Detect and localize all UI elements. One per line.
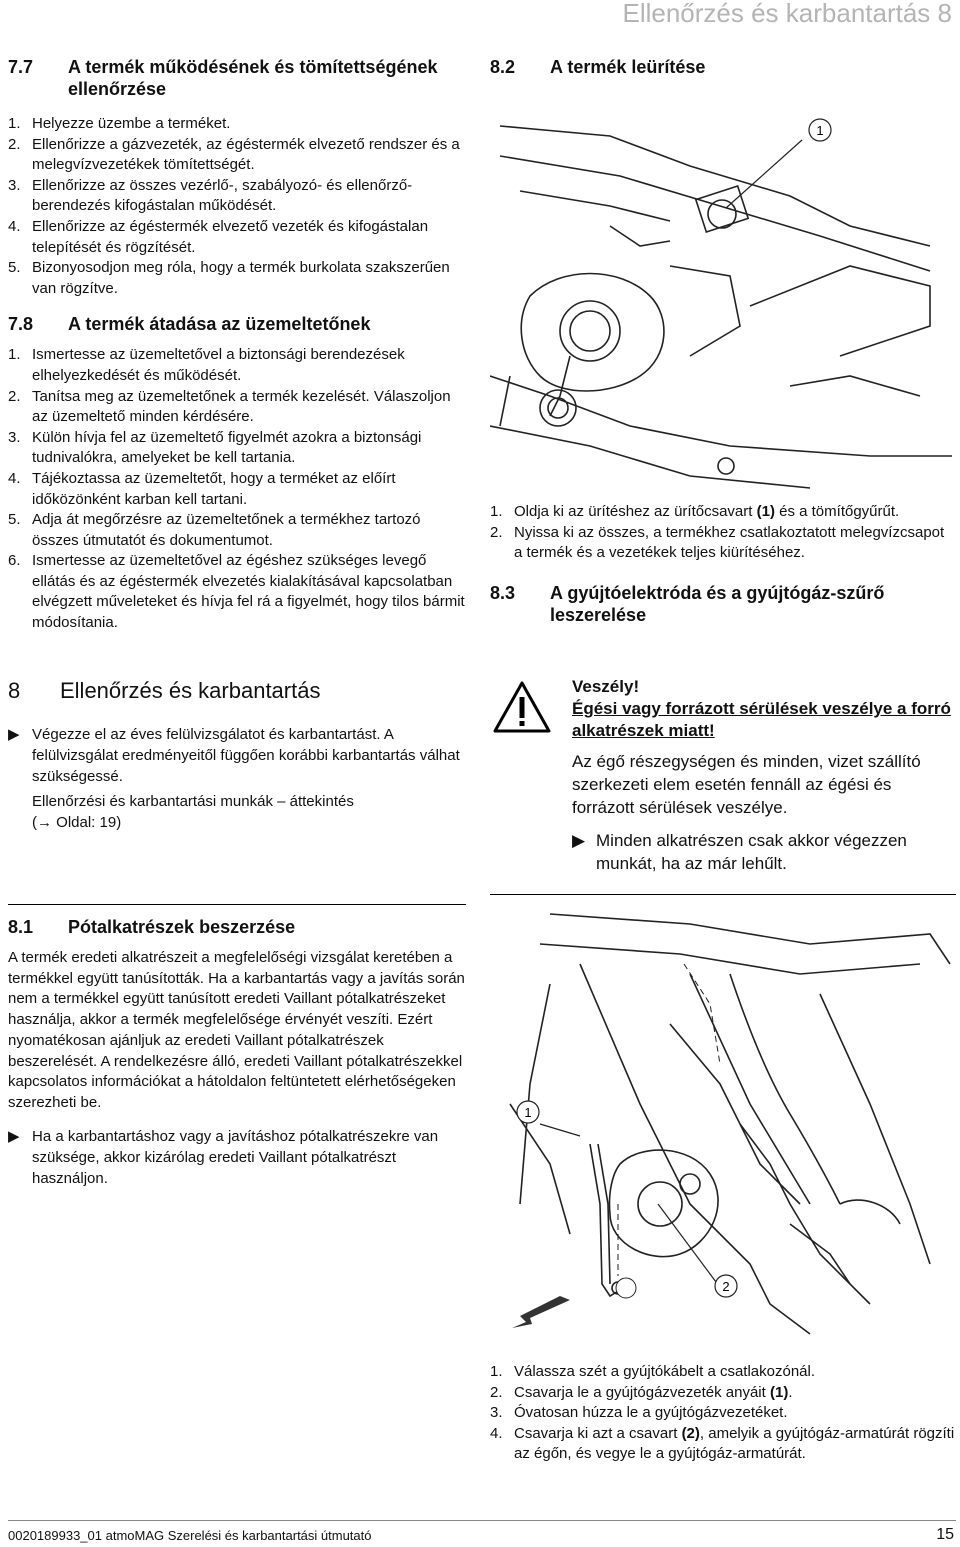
footer-document-title: 0020189933_01 atmoMAG Szerelési és karbantartási útmutató	[8, 1528, 372, 1543]
item-text: Ellenőrizze az égéstermék elvezető vezeték és kifogástalan telepítését és rögzítését.	[32, 217, 429, 256]
item-text: Ellenőrizze az összes vezérlő-, szabályozó- és ellenőrző-berendezés kifogástalan működését.	[32, 176, 413, 215]
bullet-text: Végezze el az éves felülvizsgálatot és karbantartást. A felülvizsgálat eredményeitől függően korábbi karbantartás válhat szükségessé.	[32, 725, 460, 785]
callout-label: 1	[816, 123, 824, 138]
checklist-7-7	[8, 114, 466, 299]
list-item	[8, 551, 466, 633]
warning-triangle-icon	[492, 680, 552, 734]
section-divider	[490, 894, 956, 895]
heading-text: Pótalkatrészek beszerzése	[68, 917, 296, 937]
item-text: Tájékoztassa az üzemeltetőt, hogy a terméket az előírt időközönként karban kell tartani.	[32, 469, 396, 508]
bullet-text: Minden alkatrészen csak akkor végezzen munkát, ha az már lehűlt.	[596, 831, 907, 873]
item-number: 3.	[8, 176, 21, 194]
page-number: 15	[936, 1526, 954, 1543]
heading-number: 7.8	[8, 314, 34, 335]
callout-label: 2	[722, 1279, 730, 1294]
list-item	[8, 387, 466, 428]
item-reference: (1)	[756, 503, 775, 520]
section-divider	[8, 904, 466, 905]
item-number: 2.	[8, 135, 21, 153]
callout-label: 1	[524, 1105, 532, 1120]
item-number: 1.	[8, 346, 21, 364]
heading-8	[8, 678, 466, 704]
drain-screw-figure	[490, 96, 952, 492]
list-item	[8, 258, 466, 299]
item-text: Ismertesse az üzemeltetővel a biztonsági berendezések elhelyezkedését és működését.	[32, 346, 405, 384]
checklist-8-2	[490, 502, 956, 564]
footer-rule	[8, 1520, 956, 1521]
list-item	[8, 114, 466, 135]
list-item	[8, 510, 466, 551]
list-item	[8, 469, 466, 510]
warning-text: Az égő részegységen és minden, vizet szállító szerkezeti elem esetén fennáll az égési és forrázott sérülések veszélye.	[572, 752, 921, 817]
item-text: Helyezze üzembe a terméket.	[32, 115, 231, 132]
heading-8-2	[490, 56, 952, 78]
heading-text: A termék leürítése	[550, 57, 706, 77]
item-text: Óvatosan húzza le a gyújtógázvezetéket.	[514, 1404, 788, 1422]
item-number: 5.	[8, 511, 21, 529]
left-column	[8, 56, 466, 833]
list-item	[490, 1424, 956, 1465]
warning-bullet	[572, 829, 952, 875]
warning-title: Égési vagy forrázott sérülések veszélye a forró alkatrészek miatt!	[572, 699, 951, 740]
warning-label: Veszély!	[572, 677, 640, 696]
item-text: Csavarja le a gyújtógázvezeték anyáit (1).	[514, 1383, 793, 1401]
list-item	[490, 523, 956, 564]
list-item	[490, 502, 956, 523]
bullet-text: Ha a karbantartáshoz vagy a javításhoz pótalkatrészekre van szüksége, akkor kizárólag eredeti Vaillant pótalkatrészt használjon.	[32, 1127, 439, 1187]
item-number: 4.	[8, 469, 21, 487]
list-item	[8, 217, 466, 258]
checklist-7-8	[8, 345, 466, 633]
checklist-8-3	[490, 1362, 956, 1465]
item-number: 2.	[8, 387, 21, 405]
heading-7-7	[8, 56, 466, 100]
item-number: 1.	[490, 503, 503, 520]
item-text: Bizonyosodjon meg róla, hogy a termék burkolata szakszerűen van rögzítve.	[32, 259, 450, 297]
page-link[interactable]: (→ Oldal: 19)	[32, 813, 122, 831]
item-text: Külön hívja fel az üzemeltető figyelmét azokra a biztonsági tudnivalókra, amelyeket be kell tartania.	[32, 428, 422, 467]
heading-text: A termék működésének és tömítettségének ellenőrzése	[68, 57, 438, 99]
item-number: 5.	[8, 259, 21, 277]
item-number: 3.	[490, 1404, 503, 1422]
item-number: 1.	[8, 115, 21, 132]
item-number: 2.	[490, 1383, 503, 1401]
item-text: Ellenőrizze a gázvezeték, az égéstermék elvezető rendszer és a melegvízvezetékek tömítettségét.	[32, 135, 460, 174]
section-8-2-steps	[490, 502, 956, 626]
overview-reference	[8, 791, 466, 833]
heading-text: Ellenőrzés és karbantartás	[60, 677, 321, 703]
item-number: 4.	[8, 217, 21, 235]
section-8-1	[8, 916, 466, 1189]
list-item	[490, 1362, 956, 1383]
triangle-bullet-icon: ▶	[8, 1127, 20, 1145]
item-text: Oldja ki az ürítéshez az ürítőcsavart (1) és a tömítőgyűrűt.	[514, 503, 900, 520]
overview-text: Ellenőrzési és karbantartási munkák – áttekintés	[32, 792, 354, 810]
ignition-electrode-figure	[490, 904, 956, 1350]
section-8-3-steps	[490, 1362, 956, 1465]
item-number: 4.	[490, 1424, 503, 1442]
heading-text: A termék átadása az üzemeltetőnek	[68, 314, 371, 335]
item-reference: (1)	[769, 1383, 789, 1401]
triangle-bullet-icon: ▶	[572, 831, 586, 850]
item-text: Tanítsa meg az üzemeltetőnek a termék kezelését. Válaszoljon az üzemeltető minden kérdésére.	[32, 387, 451, 426]
triangle-bullet-icon: ▶	[8, 725, 20, 743]
danger-warning	[490, 676, 956, 876]
spare-parts-paragraph: A termék eredeti alkatrészeit a megfelelőségi vizsgálat keretében a termékkel együtt tanúsították. Ha a karbantartás vagy a javítás során nem a termékkel együtt tanúsított eredeti Vaillant pótalkatrészeket használja, akkor a termék megfelelősége érvényét veszíti. Ezért nyomatékosan ajánljuk az eredeti Vaillant pótalkatrészek beszerelését. A rendelkezésre álló, eredeti Vaillant pótalkatrészekkel kapcsolatos információkat a hátoldalon feltüntetett elérhetőségeken szerezheti be.	[8, 949, 465, 1111]
item-number: 2.	[490, 523, 503, 541]
heading-number: 8.2	[490, 57, 516, 77]
item-text: Adja át megőrzésre az üzemeltetőnek a termékhez tartozó összes útmutatót és dokumentumot.	[32, 511, 421, 549]
instruction-bullet	[8, 724, 466, 787]
item-text: Ismertesse az üzemeltetővel az égéshez szükséges levegő ellátás és az égéstermék elvezetés kialakításával kapcsolatban elvégzett műveleteket és hívja fel rá a figyelmét, hogy tilos bármit módosítania.	[32, 552, 465, 632]
heading-number: 8	[8, 677, 21, 703]
right-column	[490, 56, 952, 78]
item-number: 1.	[490, 1363, 503, 1380]
list-item	[8, 345, 466, 386]
heading-number: 7.7	[8, 57, 34, 77]
heading-number: 8.3	[490, 582, 516, 603]
item-number: 6.	[8, 552, 21, 570]
item-reference: (2)	[681, 1424, 700, 1442]
item-text: Csavarja ki azt a csavart (2), amelyik a gyújtógáz-armatúrát rögzíti az égőn, és vegye le a gyújtógáz-armatúrát.	[514, 1424, 955, 1463]
item-number: 3.	[8, 428, 21, 446]
list-item	[8, 428, 466, 469]
heading-7-8	[8, 313, 466, 335]
heading-number: 8.1	[8, 917, 34, 937]
list-item	[490, 1403, 956, 1424]
running-header: Ellenőrzés és karbantartás 8	[622, 0, 952, 28]
heading-text: A gyújtóelektróda és a gyújtógáz-szűrő leszerelése	[550, 582, 885, 625]
heading-8-3	[490, 582, 956, 626]
list-item	[490, 1383, 956, 1404]
item-text: Válassza szét a gyújtókábelt a csatlakozónál.	[514, 1363, 816, 1380]
list-item	[8, 176, 466, 217]
list-item	[8, 135, 466, 176]
instruction-bullet	[8, 1126, 466, 1189]
heading-8-1	[8, 916, 466, 938]
item-text: Nyissa ki az összes, a termékhez csatlakoztatott melegvízcsapot a termék és a vezetékek teljes kiürítéséhez.	[514, 523, 945, 562]
warning-content	[572, 676, 952, 875]
